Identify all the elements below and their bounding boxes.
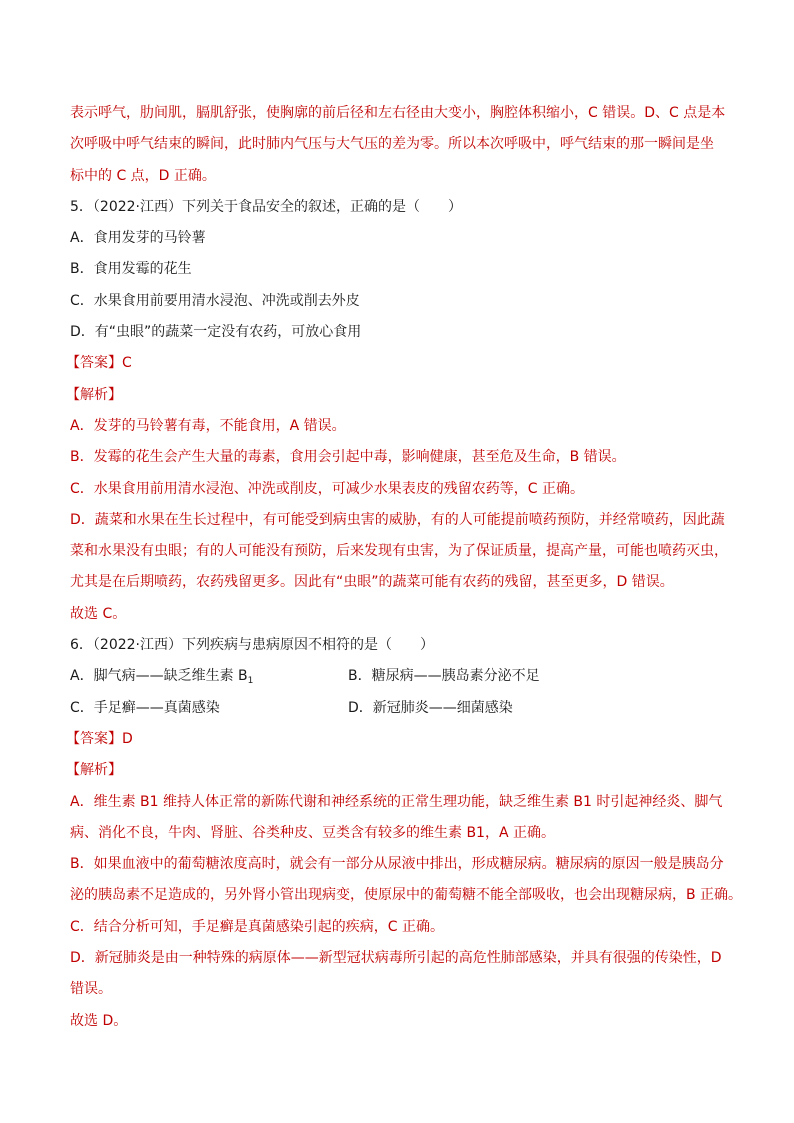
analysis-label: 【解析】 — [66, 386, 122, 403]
question-stem: 5．（2022·江西）下列关于食品安全的叙述，正确的是（ ） — [70, 198, 462, 215]
answer-value: C — [122, 355, 132, 372]
analysis-line: B．发霉的花生会产生大量的毒素，食用会引起中毒，影响健康，甚至危及生命，B 错误。 — [70, 449, 626, 466]
analysis-line: A．发芽的马铃薯有毒，不能食用，A 错误。 — [70, 417, 346, 434]
option-row — [70, 661, 730, 692]
analysis-line: D．蔬菜和水果在生长过程中，有可能受到病虫害的威胁，有的人可能提前喷药预防，并经常喷药，因此蔬 — [70, 511, 725, 528]
analysis-line: 病、消化不良，牛肉、肾脏、谷类种皮、豆类含有较多的维生素 B1，A 正确。 — [70, 824, 555, 841]
analysis-line: 表示呼气，肋间肌，膈肌舒张，使胸廓的前后径和左右径由大变小，胸腔体积缩小，C 错误。D、C 点是本 — [70, 105, 726, 121]
option-d: D．新冠肺炎——细菌感染 — [348, 699, 513, 716]
analysis-line: 菜和水果没有虫眼；有的人可能没有预防，后来发现有虫害，为了保证质量，提高产量，可能也喷药灭虫， — [70, 543, 728, 560]
option-a-text: A．脚气病——缺乏维生素 B — [70, 668, 248, 685]
option-c: C．手足癣——真菌感染 — [70, 699, 220, 716]
option-a-subscript: 1 — [247, 676, 254, 687]
answer-value: D — [122, 730, 133, 747]
conclusion: 故选 C。 — [70, 605, 127, 622]
analysis-heading — [66, 380, 730, 411]
option-row — [70, 693, 730, 724]
analysis-line: 错误。 — [70, 981, 112, 998]
option-b: B．糖尿病——胰岛素分泌不足 — [348, 668, 540, 685]
option-b: B．食用发霉的花生 — [70, 261, 192, 278]
option-c: C．水果食用前要用清水浸泡、冲洗或削去外皮 — [70, 292, 360, 309]
answer-label: 【答案】 — [66, 730, 122, 747]
conclusion: 故选 D。 — [70, 1012, 128, 1029]
analysis-line: 尤其是在后期喷药，农药残留更多。因此有“虫眼”的蔬菜可能有农药的残留，甚至更多，D 错误。 — [70, 574, 674, 591]
question-stem: 6．（2022·江西）下列疾病与患病原因不相符的是（ ） — [70, 637, 434, 654]
answer-label: 【答案】 — [66, 355, 122, 372]
previous-analysis — [70, 98, 730, 192]
document-page — [66, 98, 743, 1037]
analysis-label: 【解析】 — [66, 762, 122, 779]
question-5 — [66, 192, 730, 630]
analysis-heading — [66, 755, 730, 786]
answer-line — [66, 724, 730, 755]
analysis-line: D．新冠肺炎是由一种特殊的病原体——新型冠状病毒所引起的高危性肺部感染，并具有很强的传染性，D — [70, 950, 722, 967]
option-a — [70, 661, 348, 692]
answer-line — [66, 348, 730, 379]
analysis-line: B．如果血液中的葡萄糖浓度高时，就会有一部分从尿液中排出，形成糖尿病。糖尿病的原因一般是胰岛分 — [70, 856, 724, 873]
analysis-line: 次呼吸中呼气结束的瞬间，此时肺内气压与大气压的差为零。所以本次呼吸中，呼气结束的那一瞬间是坐 — [70, 136, 714, 153]
option-a: A．食用发芽的马铃薯 — [70, 230, 206, 247]
analysis-line: C．水果食用前用清水浸泡、冲洗或削皮，可减少水果表皮的残留农药等，C 正确。 — [70, 480, 584, 497]
analysis-line: C．结合分析可知，手足癣是真菌感染引起的疾病，C 正确。 — [70, 918, 444, 935]
option-d: D．有“虫眼”的蔬菜一定没有农药，可放心食用 — [70, 324, 362, 341]
analysis-line: A．维生素 B1 维持人体正常的新陈代谢和神经系统的正常生理功能，缺乏维生素 B1 时引起神经炎、脚气 — [70, 793, 723, 810]
analysis-line: 标中的 C 点，D 正确。 — [70, 167, 216, 184]
question-6 — [66, 630, 743, 1037]
analysis-line: 泌的胰岛素不足造成的，另外肾小管出现病变，使原尿中的葡萄糖不能全部吸收，也会出现糖尿病，B 正确。 — [70, 887, 743, 904]
